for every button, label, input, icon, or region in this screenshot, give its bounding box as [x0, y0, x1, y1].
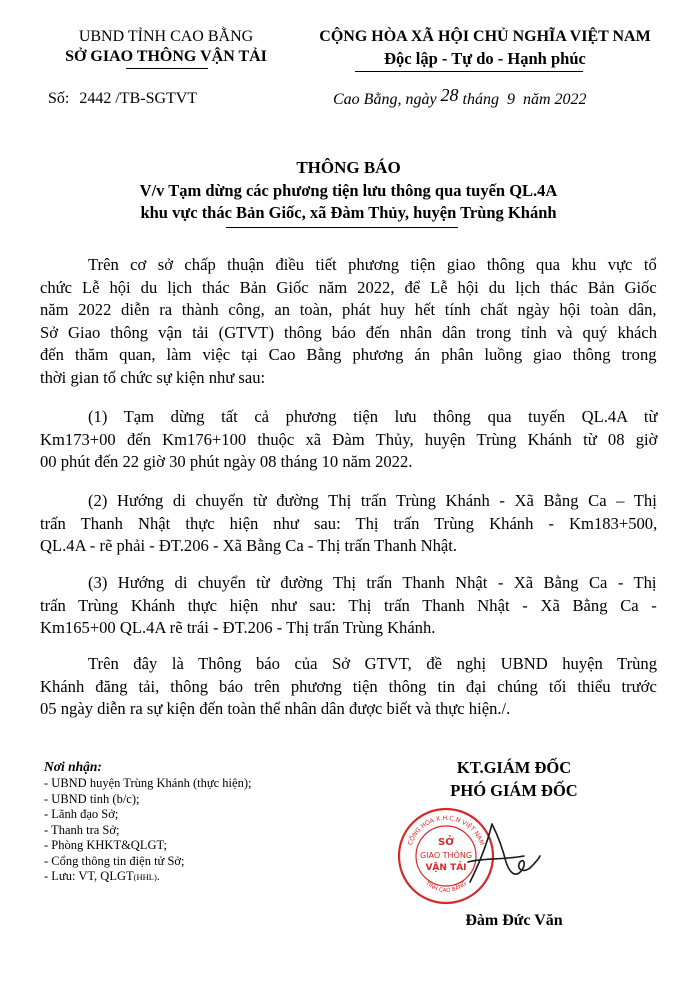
archive-end: . — [156, 869, 160, 883]
signer-title: PHÓ GIÁM ĐỐC — [450, 781, 578, 800]
paragraph-line: thời gian tổ chức sự kiện như sau: — [40, 367, 266, 387]
signature-stroke — [468, 824, 540, 882]
document-number-value: 2442 — [79, 90, 112, 107]
recipient-item: - UBND tỉnh (b/c); — [44, 791, 140, 806]
handwritten-signature — [462, 822, 542, 888]
document-title: THÔNG BÁO — [296, 158, 401, 177]
paragraph-line: Km173+00 đến Km176+100 thuộc xã Đàm Thủy, huyện Trùng Khánh từ 08 giờ — [40, 429, 658, 449]
document-subject-line2: khu vực thác Bản Giốc, xã Đàm Thủy, huyện Trùng Khánh — [140, 203, 557, 222]
paragraph-line: QL.4A - rẽ phải - ĐT.206 - Xã Bằng Ca - Thị trấn Thanh Nhật. — [40, 536, 458, 555]
issuing-authority-parent: UBND TỈNH CAO BẰNG — [78, 28, 254, 45]
paragraph-line: (3) Hướng di chuyển từ đường Thị trấn Thanh Nhật - Xã Bằng Ca - Thị — [88, 573, 657, 592]
recipient-item: - Cổng thông tin điện tử Sở; — [44, 853, 185, 868]
issue-date-place: Cao Bằng, ngày — [333, 91, 437, 108]
national-motto: Độc lập - Tự do - Hạnh phúc — [384, 49, 586, 68]
recipient-item-archive — [44, 869, 251, 886]
paragraph-item-2 — [40, 490, 657, 558]
paragraph-line: trấn Thanh Nhật thực hiện như sau: Thị trấn Trùng Khánh - Km183+500, — [40, 513, 658, 533]
paragraph-line: (2) Hướng di chuyển từ đường Thị trấn Trùng Khánh - Xã Bằng Ca – Thị — [88, 491, 657, 510]
issue-date — [333, 85, 587, 109]
national-title: CỘNG HÒA XÃ HỘI CHỦ NGHĨA VIỆT NAM — [319, 28, 651, 45]
seal-center-line2: GIAO THÔNG — [419, 851, 473, 860]
archive-label: - Lưu: VT, QLGT — [44, 869, 134, 883]
archive-initials: (HHL) — [133, 872, 157, 882]
paragraph-line: Trên cơ sở chấp thuận điều tiết phương tiện giao thông qua khu vực tổ — [88, 255, 657, 274]
issue-date-day: 28 — [440, 85, 459, 105]
recipient-item: - UBND huyện Trùng Khánh (thực hiện); — [44, 776, 252, 790]
paragraph-line: đến thăm quan, làm việc tại Cao Bằng phương án phân luồng giao thông trong — [40, 345, 657, 364]
issue-date-year: năm 2022 — [523, 91, 587, 108]
paragraph-line: Sở Giao thông vận tải (GTVT) thông báo đến nhân dân trong tỉnh và quý khách — [40, 322, 658, 342]
paragraph-line: Km165+00 QL.4A rẽ trái - ĐT.206 - Thị trấn Trùng Khánh. — [40, 618, 436, 637]
paragraph-item-1 — [40, 406, 657, 474]
recipients-list — [44, 776, 251, 886]
paragraph-line: Khánh đăng tải, thông báo trên phương tiện thông tin đại chúng tối thiểu trước — [40, 676, 657, 696]
paragraph-intro — [40, 254, 657, 389]
paragraph-item-3 — [40, 572, 657, 640]
paragraph-line: năm 2022 diễn ra thành công, an toàn, phát huy hết tính chất ngày hội toàn dân, — [40, 300, 657, 319]
signer-capacity: KT.GIÁM ĐỐC — [456, 758, 572, 777]
paragraph-line: chức Lễ hội du lịch thác Bản Giốc năm 2022, để Lễ hội du lịch thác Bản Giốc — [40, 277, 657, 297]
issuing-authority: SỞ GIAO THÔNG VẬN TẢI — [65, 48, 267, 65]
paragraph-line: 00 phút đến 22 giờ 30 phút ngày 08 tháng 10 năm 2022. — [40, 452, 413, 471]
seal-ring-text-top: CỘNG HÒA X.H.C.N VIỆT NAM — [406, 814, 486, 847]
recipients-title: Nơi nhận: — [44, 759, 102, 774]
paragraph-closing — [40, 653, 657, 721]
document-number-suffix: /TB-SGTVT — [115, 90, 198, 107]
issue-date-month: 9 — [507, 91, 515, 108]
seal-ring-text-bottom: TỈNH CAO BẰNG — [424, 880, 468, 895]
document-number — [48, 90, 197, 108]
recipient-item: - Phòng KHKT&QLGT; — [44, 838, 167, 852]
paragraph-line: Trên đây là Thông báo của Sở GTVT, đề nghị UBND huyện Trùng — [88, 654, 658, 673]
recipient-item: - Lãnh đạo Sở; — [44, 807, 119, 821]
document-subject-line1: V/v Tạm dừng các phương tiện lưu thông qua tuyến QL.4A — [139, 181, 558, 200]
subject-underline — [226, 227, 458, 228]
seal-center-line3: VẬN TẢI — [425, 863, 467, 873]
document-number-prefix: Số: — [48, 90, 70, 107]
issue-date-month-label: tháng — [462, 91, 499, 108]
header-left-underline — [126, 68, 208, 69]
recipient-item: - Thanh tra Sở; — [44, 822, 120, 837]
header-right-underline — [355, 71, 583, 72]
paragraph-line: 05 ngày diễn ra sự kiện đến toàn thể nhân dân được biết và thực hiện./. — [40, 699, 511, 718]
paragraph-line: (1) Tạm dừng tất cả phương tiện lưu thông qua tuyến QL.4A từ — [88, 407, 658, 426]
paragraph-line: trấn Trùng Khánh thực hiện như sau: Thị trấn Thanh Nhật - Xã Bằng Ca - — [40, 595, 657, 615]
seal-center-line1: SỞ — [438, 837, 454, 848]
signer-name: Đàm Đức Văn — [465, 912, 563, 929]
